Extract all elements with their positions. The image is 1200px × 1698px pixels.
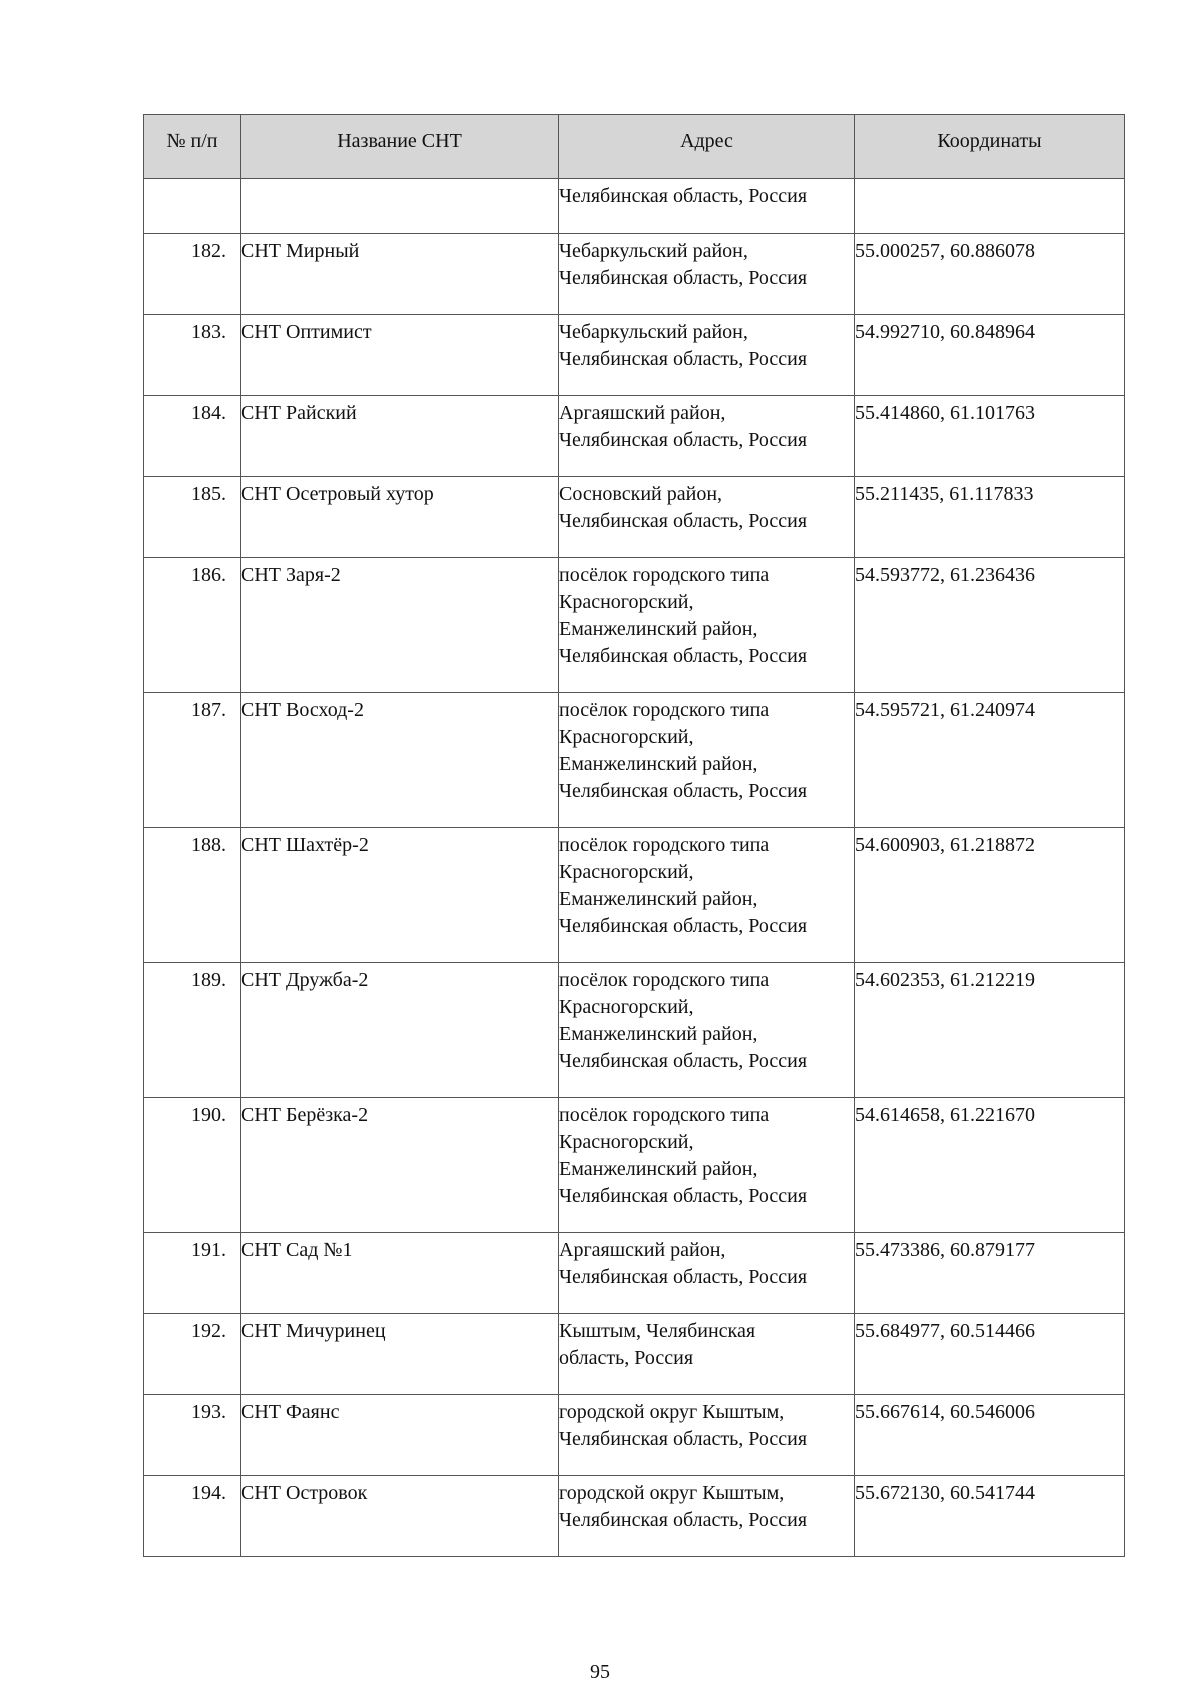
address-line: Челябинская область, Россия — [559, 348, 808, 370]
cell-num: 192. — [144, 1314, 241, 1395]
cell-coords: 54.595721, 61.240974 — [855, 693, 1125, 828]
address-line: Красногорский, — [559, 1131, 694, 1153]
header-address: Адрес — [559, 115, 855, 179]
cell-address — [559, 315, 855, 396]
table-row — [144, 396, 1125, 477]
address-line: Челябинская область, Россия — [559, 1050, 808, 1072]
address-line: Челябинская область, Россия — [559, 1266, 808, 1288]
cell-name: СНТ Островок — [241, 1476, 559, 1557]
address-line: Челябинская область, Россия — [559, 915, 808, 937]
cell-address — [559, 963, 855, 1098]
cell-address — [559, 234, 855, 315]
cell-coords: 55.672130, 60.541744 — [855, 1476, 1125, 1557]
address-line: посёлок городского типа — [559, 1104, 770, 1126]
address-line: Челябинская область, Россия — [559, 780, 808, 802]
address-line: посёлок городского типа — [559, 699, 770, 721]
cell-address: Челябинская область, Россия — [559, 179, 855, 234]
address-line: посёлок городского типа — [559, 969, 770, 991]
table-row — [144, 1233, 1125, 1314]
address-line: Еманжелинский район, — [559, 618, 758, 640]
address-line: посёлок городского типа — [559, 564, 770, 586]
address-line: Еманжелинский район, — [559, 888, 758, 910]
address-line: Еманжелинский район, — [559, 1023, 758, 1045]
address-line: Челябинская область, Россия — [559, 645, 808, 667]
cell-name: СНТ Мичуринец — [241, 1314, 559, 1395]
address-line: Челябинская область, Россия — [559, 267, 808, 289]
cell-address — [559, 477, 855, 558]
table-row-continuation — [144, 179, 1125, 234]
cell-num: 186. — [144, 558, 241, 693]
address-line: Челябинская область, Россия — [559, 1428, 808, 1450]
cell-address — [559, 558, 855, 693]
cell-num: 189. — [144, 963, 241, 1098]
address-line: городской округ Кыштым, — [559, 1482, 785, 1504]
address-line: Аргаяшский район, — [559, 402, 726, 424]
address-line: городской округ Кыштым, — [559, 1401, 785, 1423]
cell-name: СНТ Дружба-2 — [241, 963, 559, 1098]
address-line: Аргаяшский район, — [559, 1239, 726, 1261]
cell-name: СНТ Сад №1 — [241, 1233, 559, 1314]
address-line: Еманжелинский район, — [559, 1158, 758, 1180]
cell-name — [241, 179, 559, 234]
address-line: Челябинская область, Россия — [559, 1185, 808, 1207]
cell-address — [559, 1233, 855, 1314]
address-line: Челябинская область, Россия — [559, 429, 808, 451]
table-row — [144, 315, 1125, 396]
cell-name: СНТ Восход-2 — [241, 693, 559, 828]
cell-coords: 55.211435, 61.117833 — [855, 477, 1125, 558]
cell-num: 190. — [144, 1098, 241, 1233]
cell-num: 193. — [144, 1395, 241, 1476]
table-row — [144, 693, 1125, 828]
table-row — [144, 1314, 1125, 1395]
cell-name: СНТ Заря-2 — [241, 558, 559, 693]
snt-table — [143, 114, 1125, 1557]
address-line: Чебаркульский район, — [559, 321, 748, 343]
cell-address — [559, 1476, 855, 1557]
cell-name: СНТ Райский — [241, 396, 559, 477]
cell-coords: 54.593772, 61.236436 — [855, 558, 1125, 693]
address-line: Кыштым, Челябинская — [559, 1320, 756, 1342]
cell-num: 194. — [144, 1476, 241, 1557]
cell-name: СНТ Фаянс — [241, 1395, 559, 1476]
cell-num: 182. — [144, 234, 241, 315]
cell-num: 187. — [144, 693, 241, 828]
cell-num: 184. — [144, 396, 241, 477]
cell-num — [144, 179, 241, 234]
address-line: Еманжелинский район, — [559, 753, 758, 775]
cell-address — [559, 1314, 855, 1395]
address-line: Красногорский, — [559, 591, 694, 613]
cell-num: 183. — [144, 315, 241, 396]
cell-coords: 55.414860, 61.101763 — [855, 396, 1125, 477]
table-row — [144, 1395, 1125, 1476]
address-line: Красногорский, — [559, 996, 694, 1018]
cell-address — [559, 828, 855, 963]
header-name: Название СНТ — [241, 115, 559, 179]
table-row — [144, 1476, 1125, 1557]
cell-num: 191. — [144, 1233, 241, 1314]
address-line: область, Россия — [559, 1347, 694, 1369]
cell-coords: 55.684977, 60.514466 — [855, 1314, 1125, 1395]
header-coords: Координаты — [855, 115, 1125, 179]
cell-address — [559, 396, 855, 477]
table-header-row — [144, 115, 1125, 179]
address-line: посёлок городского типа — [559, 834, 770, 856]
cell-coords — [855, 179, 1125, 234]
cell-coords: 55.667614, 60.546006 — [855, 1395, 1125, 1476]
page-number: 95 — [590, 1661, 610, 1683]
header-num: № п/п — [144, 115, 241, 179]
cell-address — [559, 1395, 855, 1476]
cell-num: 188. — [144, 828, 241, 963]
address-line: Челябинская область, Россия — [559, 1509, 808, 1531]
cell-coords: 54.600903, 61.218872 — [855, 828, 1125, 963]
cell-name: СНТ Осетровый хутор — [241, 477, 559, 558]
cell-coords: 55.000257, 60.886078 — [855, 234, 1125, 315]
cell-address — [559, 693, 855, 828]
cell-num: 185. — [144, 477, 241, 558]
address-line: Красногорский, — [559, 726, 694, 748]
table-body — [144, 179, 1125, 1557]
table-row — [144, 963, 1125, 1098]
table-row — [144, 234, 1125, 315]
address-line: Чебаркульский район, — [559, 240, 748, 262]
address-line: Красногорский, — [559, 861, 694, 883]
cell-address — [559, 1098, 855, 1233]
table-row — [144, 477, 1125, 558]
cell-name: СНТ Оптимист — [241, 315, 559, 396]
table-row — [144, 828, 1125, 963]
cell-name: СНТ Берёзка-2 — [241, 1098, 559, 1233]
cell-name: СНТ Мирный — [241, 234, 559, 315]
cell-name: СНТ Шахтёр-2 — [241, 828, 559, 963]
address-line: Сосновский район, — [559, 483, 723, 505]
address-line: Челябинская область, Россия — [559, 510, 808, 532]
cell-coords: 55.473386, 60.879177 — [855, 1233, 1125, 1314]
table-row — [144, 558, 1125, 693]
table-row — [144, 1098, 1125, 1233]
cell-coords: 54.614658, 61.221670 — [855, 1098, 1125, 1233]
cell-coords: 54.602353, 61.212219 — [855, 963, 1125, 1098]
cell-coords: 54.992710, 60.848964 — [855, 315, 1125, 396]
